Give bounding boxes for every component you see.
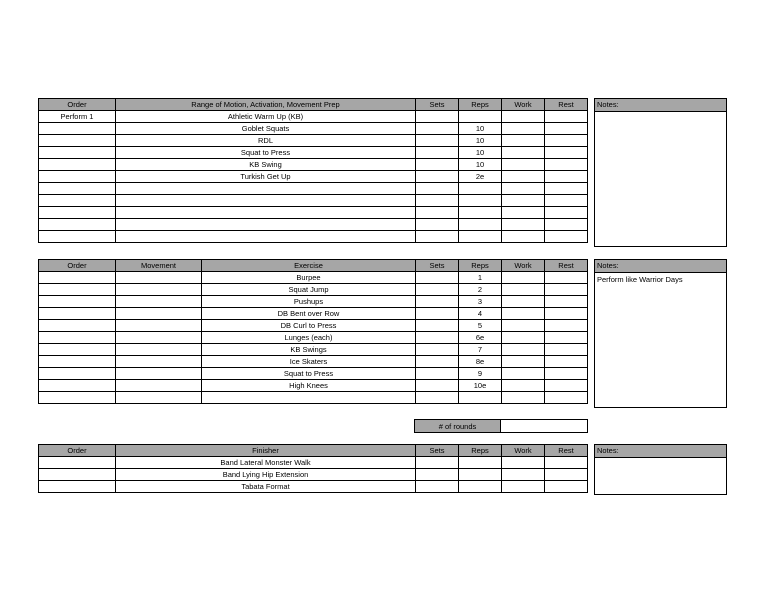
work-header: Work (502, 99, 545, 111)
reps-header: Reps (459, 99, 502, 111)
sets-cell[interactable] (416, 392, 459, 404)
reps-cell: 4 (459, 308, 502, 320)
sets-cell[interactable] (416, 207, 459, 219)
exercise-cell: High Knees (202, 380, 416, 392)
work-cell[interactable] (502, 135, 545, 147)
rest-cell[interactable] (545, 344, 588, 356)
rest-cell[interactable] (545, 171, 588, 183)
rest-cell[interactable] (545, 272, 588, 284)
work-cell[interactable] (502, 380, 545, 392)
reps-cell (459, 195, 502, 207)
movement-cell (116, 296, 202, 308)
exercise-cell: Squat Jump (202, 284, 416, 296)
exercise-cell (202, 392, 416, 404)
circuit-header-row (39, 260, 588, 272)
exercise-cell (116, 207, 416, 219)
exercise-cell: KB Swing (116, 159, 416, 171)
rest-cell[interactable] (545, 123, 588, 135)
work-cell[interactable] (502, 284, 545, 296)
rest-header: Rest (545, 445, 588, 457)
sets-cell[interactable] (416, 219, 459, 231)
table-row (39, 392, 588, 404)
order-cell (39, 147, 116, 159)
sets-cell[interactable] (416, 380, 459, 392)
circuit-table (38, 259, 588, 404)
exercise-cell: Athletic Warm Up (KB) (116, 111, 416, 123)
finisher-table (38, 444, 588, 493)
exercise-cell: Squat to Press (116, 147, 416, 159)
reps-cell: 5 (459, 320, 502, 332)
sets-cell[interactable] (416, 457, 459, 469)
rest-cell[interactable] (545, 296, 588, 308)
sets-cell[interactable] (416, 123, 459, 135)
sets-cell[interactable] (416, 147, 459, 159)
order-cell (39, 219, 116, 231)
exercise-cell: Turkish Get Up (116, 171, 416, 183)
order-cell (39, 296, 116, 308)
table-row (39, 272, 588, 284)
notes-label: Notes: (595, 445, 726, 458)
finisher-header-row (39, 445, 588, 457)
rounds-value-cell[interactable] (501, 420, 588, 433)
sets-cell[interactable] (416, 159, 459, 171)
table-row (39, 147, 588, 159)
reps-cell: 10 (459, 135, 502, 147)
work-cell[interactable] (502, 368, 545, 380)
sets-cell[interactable] (416, 344, 459, 356)
table-row (39, 469, 588, 481)
rest-cell[interactable] (545, 469, 588, 481)
order-cell (39, 135, 116, 147)
work-cell[interactable] (502, 481, 545, 493)
order-cell (39, 183, 116, 195)
work-cell[interactable] (502, 296, 545, 308)
exercise-cell: Squat to Press (202, 368, 416, 380)
table-row (39, 111, 588, 123)
notes-text (595, 112, 726, 114)
sets-cell[interactable] (416, 332, 459, 344)
order-cell (39, 231, 116, 243)
rest-cell[interactable] (545, 231, 588, 243)
work-cell[interactable] (502, 195, 545, 207)
reps-cell: 8e (459, 356, 502, 368)
table-row (39, 481, 588, 493)
table-row (39, 457, 588, 469)
sets-cell[interactable] (416, 284, 459, 296)
movement-cell (116, 344, 202, 356)
rest-cell[interactable] (545, 356, 588, 368)
exercise-cell: Band Lateral Monster Walk (116, 457, 416, 469)
work-cell[interactable] (502, 123, 545, 135)
exercise-cell (116, 183, 416, 195)
rest-header: Rest (545, 260, 588, 272)
exercise-cell: Pushups (202, 296, 416, 308)
work-cell[interactable] (502, 469, 545, 481)
table-row (39, 332, 588, 344)
reps-cell[interactable] (459, 457, 502, 469)
reps-cell[interactable] (459, 481, 502, 493)
rest-cell[interactable] (545, 135, 588, 147)
movement-cell (116, 368, 202, 380)
sets-cell[interactable] (416, 195, 459, 207)
exercise-cell: Burpee (202, 272, 416, 284)
work-cell[interactable] (502, 147, 545, 159)
movement-header: Movement (116, 260, 202, 272)
table-row (39, 296, 588, 308)
rest-header: Rest (545, 99, 588, 111)
table-row (39, 207, 588, 219)
work-cell[interactable] (502, 183, 545, 195)
order-cell (39, 171, 116, 183)
notes-label: Notes: (595, 99, 726, 112)
order-cell: Perform 1 (39, 111, 116, 123)
exercise-cell: RDL (116, 135, 416, 147)
table-row (39, 123, 588, 135)
work-cell[interactable] (502, 159, 545, 171)
reps-header: Reps (459, 445, 502, 457)
reps-cell (459, 231, 502, 243)
movement-cell (116, 320, 202, 332)
exercise-cell: KB Swings (202, 344, 416, 356)
exercise-cell: Band Lying Hip Extension (116, 469, 416, 481)
sets-cell[interactable] (416, 231, 459, 243)
rest-cell[interactable] (545, 159, 588, 171)
rounds-label: # of rounds (415, 420, 501, 433)
table-row (39, 284, 588, 296)
reps-cell: 10 (459, 159, 502, 171)
order-header: Order (39, 260, 116, 272)
rest-cell[interactable] (545, 368, 588, 380)
reps-cell[interactable] (459, 469, 502, 481)
reps-header: Reps (459, 260, 502, 272)
warmup-table (38, 98, 588, 243)
rest-cell[interactable] (545, 332, 588, 344)
warmup-header-row (39, 99, 588, 111)
order-cell (39, 320, 116, 332)
reps-cell (459, 219, 502, 231)
table-row (39, 195, 588, 207)
exercise-header: Exercise (202, 260, 416, 272)
order-cell (39, 195, 116, 207)
sets-cell[interactable] (416, 320, 459, 332)
sets-cell[interactable] (416, 308, 459, 320)
rest-cell[interactable] (545, 481, 588, 493)
movement-cell (116, 380, 202, 392)
rest-cell[interactable] (545, 392, 588, 404)
notes-text: Perform like Warrior Days (597, 275, 683, 284)
order-cell (39, 123, 116, 135)
movement-cell (116, 284, 202, 296)
sets-cell[interactable] (416, 171, 459, 183)
work-cell[interactable] (502, 111, 545, 123)
order-header: Order (39, 445, 116, 457)
movement-cell (116, 356, 202, 368)
order-cell (39, 368, 116, 380)
rest-cell[interactable] (545, 284, 588, 296)
table-row (39, 135, 588, 147)
reps-cell: 3 (459, 296, 502, 308)
work-header: Work (502, 260, 545, 272)
table-row (39, 219, 588, 231)
reps-cell: 2 (459, 284, 502, 296)
rest-cell[interactable] (545, 207, 588, 219)
order-cell (39, 457, 116, 469)
exercise-cell (116, 195, 416, 207)
order-cell (39, 308, 116, 320)
movement-cell (116, 332, 202, 344)
work-cell[interactable] (502, 308, 545, 320)
work-cell[interactable] (502, 171, 545, 183)
sets-cell[interactable] (416, 183, 459, 195)
rest-cell[interactable] (545, 195, 588, 207)
table-row (39, 356, 588, 368)
warmup-notes-box (594, 98, 727, 247)
reps-cell: 2e (459, 171, 502, 183)
notes-label: Notes: (595, 260, 726, 273)
finisher-title-header: Finisher (116, 445, 416, 457)
order-header: Order (39, 99, 116, 111)
reps-cell: 10 (459, 147, 502, 159)
sets-cell[interactable] (416, 469, 459, 481)
notes-text (595, 458, 726, 460)
sets-cell[interactable] (416, 356, 459, 368)
movement-cell (116, 392, 202, 404)
rest-cell[interactable] (545, 147, 588, 159)
sets-header: Sets (416, 260, 459, 272)
sets-cell[interactable] (416, 481, 459, 493)
work-header: Work (502, 445, 545, 457)
reps-cell: 10 (459, 123, 502, 135)
table-row (39, 183, 588, 195)
movement-cell (116, 308, 202, 320)
table-row (39, 368, 588, 380)
work-cell[interactable] (502, 457, 545, 469)
table-row (39, 380, 588, 392)
work-cell[interactable] (502, 356, 545, 368)
order-cell (39, 380, 116, 392)
order-cell (39, 481, 116, 493)
table-row (39, 231, 588, 243)
rest-cell[interactable] (545, 219, 588, 231)
reps-cell: 1 (459, 272, 502, 284)
work-cell[interactable] (502, 231, 545, 243)
reps-cell: 7 (459, 344, 502, 356)
rest-cell[interactable] (545, 380, 588, 392)
exercise-cell: Ice Skaters (202, 356, 416, 368)
work-cell[interactable] (502, 272, 545, 284)
rounds-table (414, 419, 588, 433)
work-cell[interactable] (502, 219, 545, 231)
order-cell (39, 159, 116, 171)
exercise-cell: DB Bent over Row (202, 308, 416, 320)
rest-cell[interactable] (545, 320, 588, 332)
rest-cell[interactable] (545, 308, 588, 320)
work-cell[interactable] (502, 332, 545, 344)
sets-cell[interactable] (416, 296, 459, 308)
reps-cell (459, 111, 502, 123)
sets-cell[interactable] (416, 111, 459, 123)
movement-cell (116, 272, 202, 284)
work-cell[interactable] (502, 207, 545, 219)
finisher-notes-box (594, 444, 727, 495)
exercise-cell: Lunges (each) (202, 332, 416, 344)
work-cell[interactable] (502, 344, 545, 356)
order-cell (39, 392, 116, 404)
table-row (39, 320, 588, 332)
rest-cell[interactable] (545, 457, 588, 469)
table-row (39, 171, 588, 183)
table-row (39, 344, 588, 356)
work-cell[interactable] (502, 320, 545, 332)
sets-cell[interactable] (416, 135, 459, 147)
rest-cell[interactable] (545, 183, 588, 195)
table-row (39, 159, 588, 171)
reps-cell (459, 207, 502, 219)
sets-cell[interactable] (416, 368, 459, 380)
work-cell[interactable] (502, 392, 545, 404)
order-cell (39, 356, 116, 368)
reps-cell: 10e (459, 380, 502, 392)
table-row (39, 308, 588, 320)
exercise-cell (116, 231, 416, 243)
reps-cell (459, 183, 502, 195)
order-cell (39, 272, 116, 284)
exercise-cell: Tabata Format (116, 481, 416, 493)
reps-cell (459, 392, 502, 404)
circuit-notes-box (594, 259, 727, 408)
order-cell (39, 344, 116, 356)
rest-cell[interactable] (545, 111, 588, 123)
order-cell (39, 207, 116, 219)
reps-cell: 6e (459, 332, 502, 344)
order-cell (39, 469, 116, 481)
sets-header: Sets (416, 99, 459, 111)
exercise-cell: DB Curl to Press (202, 320, 416, 332)
sets-cell[interactable] (416, 272, 459, 284)
exercise-cell: Goblet Squats (116, 123, 416, 135)
order-cell (39, 284, 116, 296)
warmup-title-header: Range of Motion, Activation, Movement Prep (116, 99, 416, 111)
reps-cell: 9 (459, 368, 502, 380)
order-cell (39, 332, 116, 344)
sets-header: Sets (416, 445, 459, 457)
exercise-cell (116, 219, 416, 231)
